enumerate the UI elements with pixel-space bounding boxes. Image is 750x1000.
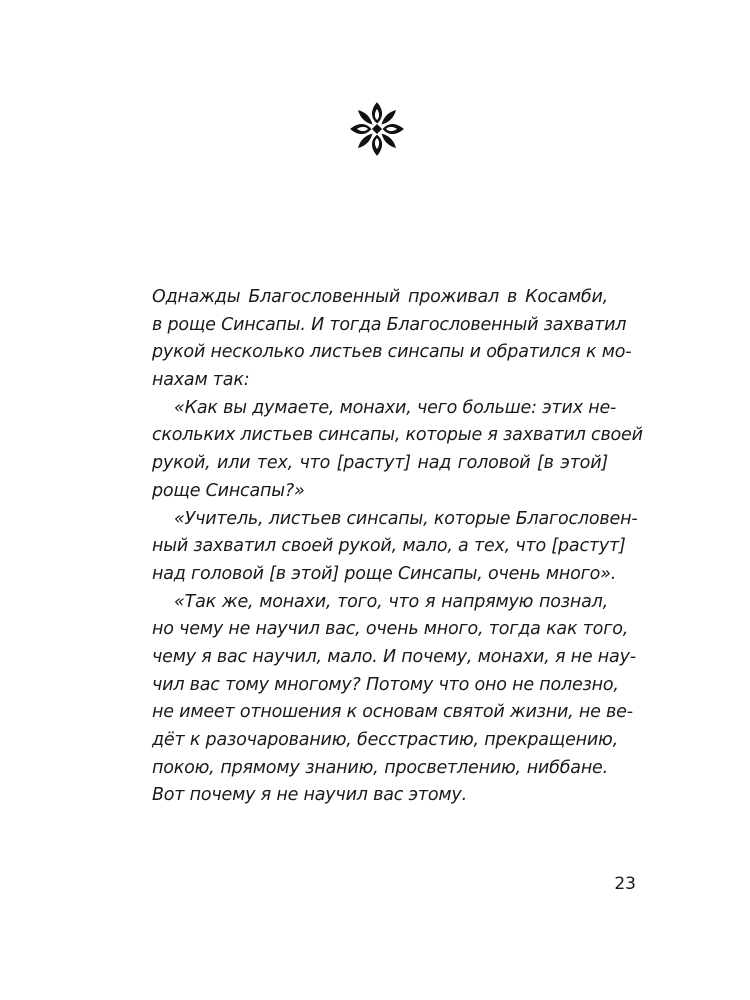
text-line: Однажды Благословенный проживал в Косамби, xyxy=(152,287,608,307)
text-line: ный захватил своей рукой, мало, а тех, что [растут] xyxy=(152,536,626,557)
lotus-ornament-icon xyxy=(349,101,405,157)
text-line: Вот почему я не научил вас этому. xyxy=(152,785,467,806)
text-line: над головой [в этой] роще Синсапы, очень много». xyxy=(152,563,617,584)
text-line: чему я вас научил, мало. И почему, монахи, я не нау- xyxy=(152,646,636,667)
text-line: «Как вы думаете, монахи, чего больше: этих не- xyxy=(174,397,617,418)
text-line: «Так же, монахи, того, что я напрямую познал, xyxy=(174,591,608,612)
body-text xyxy=(152,284,643,810)
text-line: дёт к разочарованию, бесстрастию, прекращению, xyxy=(152,730,618,750)
page-number: 23 xyxy=(614,874,636,894)
text-line: роще Синсапы?» xyxy=(152,480,305,501)
text-line: не имеет отношения к основам святой жизни, не ве- xyxy=(152,702,633,723)
text-line: «Учитель, листьев синсапы, которые Благословен- xyxy=(174,508,638,529)
text-line: рукой, или тех, что [растут] над головой [в этой] xyxy=(152,453,608,474)
text-line: нахам так: xyxy=(152,370,250,391)
text-line: рукой несколько листьев синсапы и обратился к мо- xyxy=(152,342,632,363)
text-line: покою, прямому знанию, просветлению, ниббане. xyxy=(152,757,608,778)
text-line: но чему не научил вас, очень много, тогда как того, xyxy=(152,619,629,640)
text-line: в роще Синсапы. И тогда Благословенный захватил xyxy=(152,314,627,335)
text-line: чил вас тому многому? Потому что оно не полезно, xyxy=(152,674,619,695)
text-line: скольких листьев синсапы, которые я захватил своей xyxy=(152,425,643,446)
